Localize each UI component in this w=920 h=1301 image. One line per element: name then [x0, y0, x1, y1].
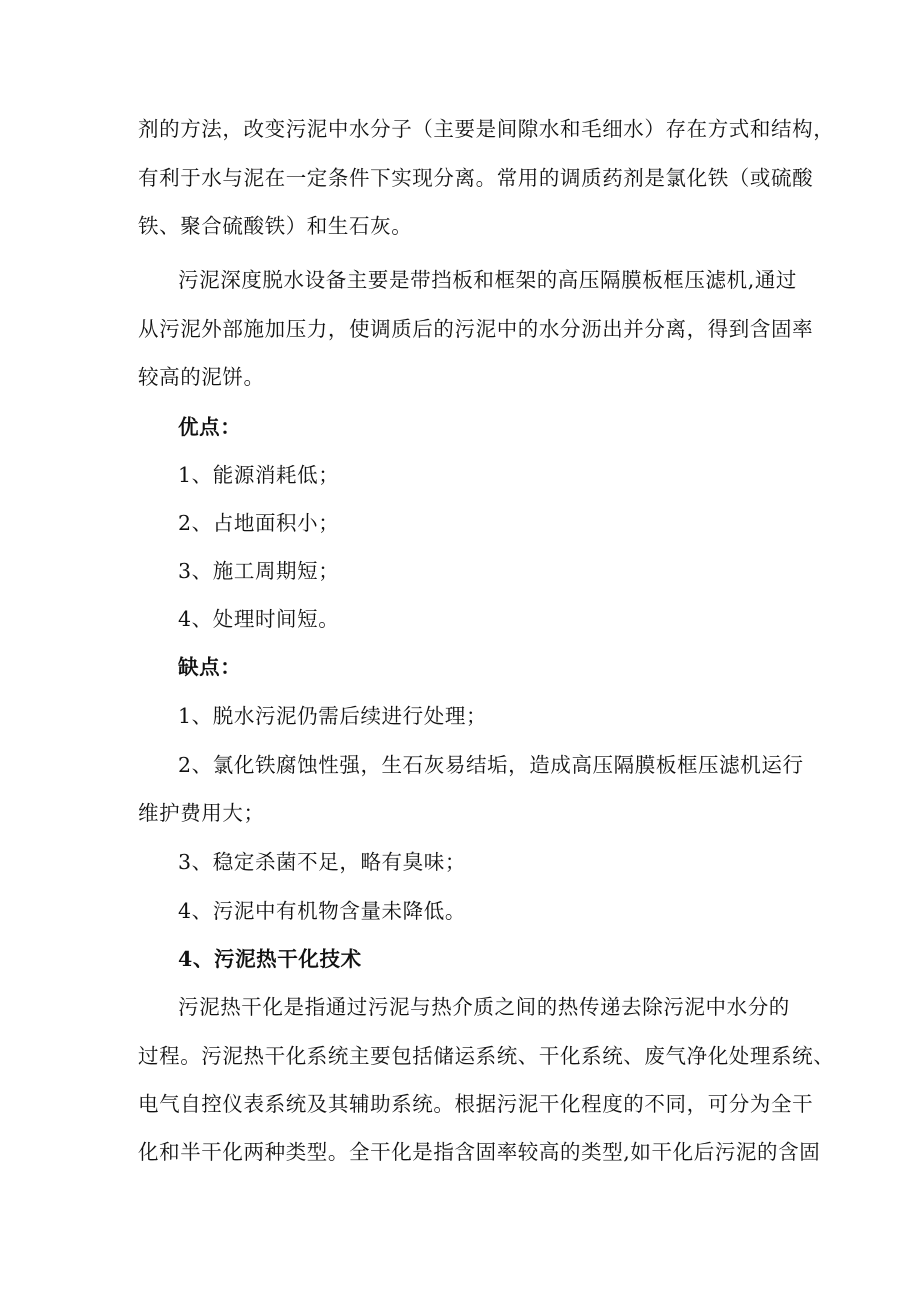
paragraph-line: 过程。污泥热干化系统主要包括储运系统、干化系统、废气净化处理系统、: [138, 1044, 835, 1068]
paragraph-line: 较高的泥饼。: [138, 365, 265, 389]
paragraph-line: 污泥热干化是指通过污泥与热介质之间的热传递去除污泥中水分的: [178, 995, 790, 1019]
paragraph-line: 化和半干化两种类型。全干化是指含固率较高的类型,如干化后污泥的含固: [138, 1140, 821, 1164]
advantage-item: 2、占地面积小；: [178, 511, 340, 535]
disadvantage-item: 4、污泥中有机物含量未降低。: [178, 899, 466, 923]
section-heading: 4、污泥热干化技术: [178, 947, 362, 971]
disadvantage-item-continuation: 维护费用大；: [138, 801, 265, 825]
advantages-heading: 优点：: [178, 415, 242, 439]
disadvantage-item: 2、氯化铁腐蚀性强，生石灰易结垢，造成高压隔膜板框压滤机运行: [178, 753, 804, 777]
disadvantage-item: 3、稳定杀菌不足，略有臭味；: [178, 850, 466, 874]
paragraph-line: 铁、聚合硫酸铁）和生石灰。: [138, 214, 413, 238]
disadvantages-heading: 缺点：: [178, 655, 242, 679]
paragraph-line: 有利于水与泥在一定条件下实现分离。常用的调质药剂是氯化铁（或硫酸: [138, 166, 814, 190]
disadvantage-item: 1、脱水污泥仍需后续进行处理；: [178, 704, 488, 728]
paragraph-line: 污泥深度脱水设备主要是带挡板和框架的高压隔膜板框压滤机,通过: [178, 268, 798, 292]
paragraph-line: 剂的方法，改变污泥中水分子（主要是间隙水和毛细水）存在方式和结构，: [138, 117, 835, 141]
paragraph-line: 从污泥外部施加压力，使调质后的污泥中的水分沥出并分离，得到含固率: [138, 317, 814, 341]
advantage-item: 1、能源消耗低；: [178, 463, 340, 487]
advantage-item: 4、处理时间短。: [178, 607, 340, 631]
paragraph-line: 电气自控仪表系统及其辅助系统。根据污泥干化程度的不同，可分为全干: [138, 1092, 814, 1116]
advantage-item: 3、施工周期短；: [178, 559, 340, 583]
